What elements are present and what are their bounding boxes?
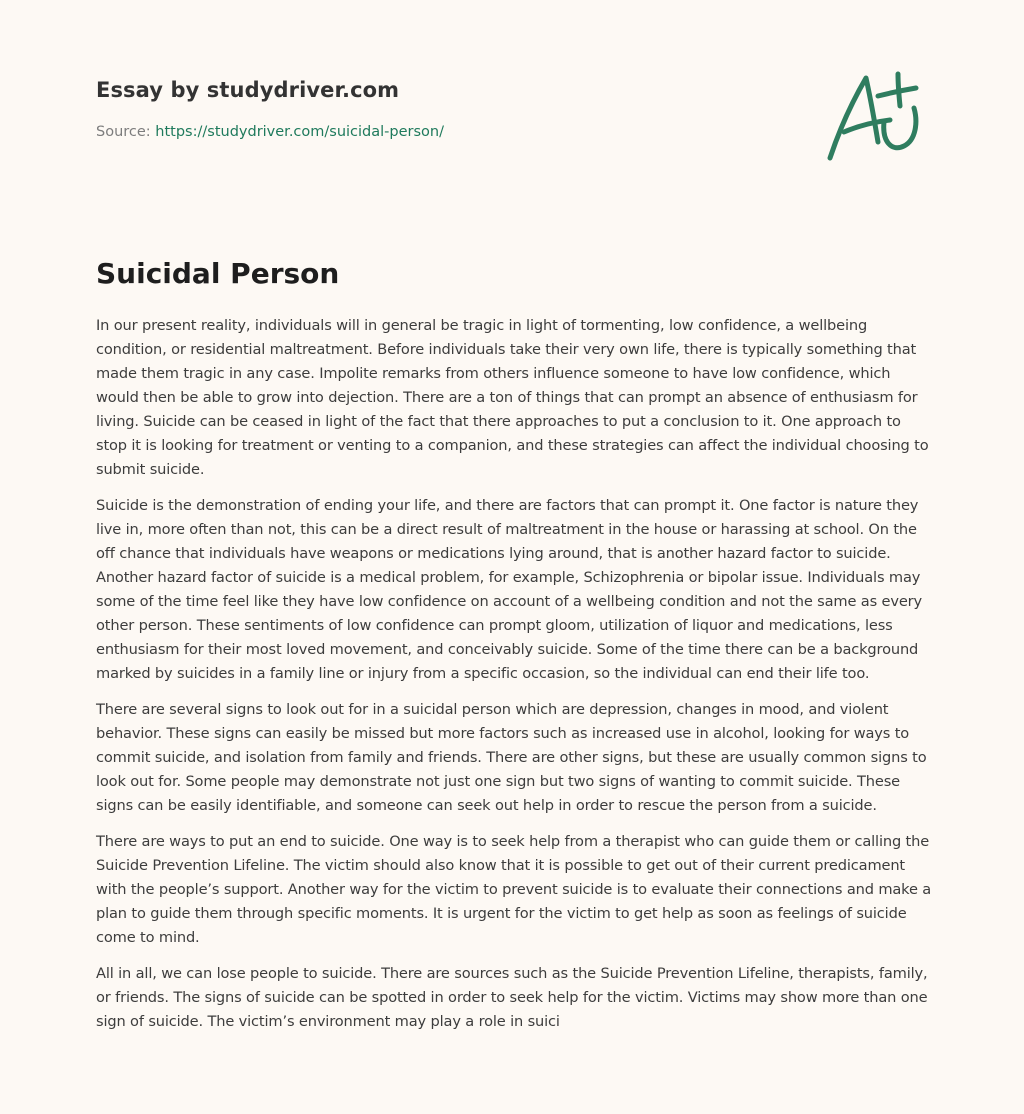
paragraph: Suicide is the demonstration of ending your life, and there are factors that can prompt it. One factor is nature they live in, more often than not, this can be a direct result of maltreatment in the house or harassing at school. On the off chance that individuals have weapons or medications lying around, that is another hazard factor to suicide. Another hazard factor of suicide is a medical problem, for example, Schizophrenia or bipolar issue. Individuals may some of the time feel like they have low confidence on account of a wellbeing condition and not the same as every other person. These sentiments of low confidence can prompt gloom, utilization of liquor and medications, less enthusiasm for their most loved movement, and conceivably suicide. Some of the time there can be a background marked by suicides in a family line or injury from a specific occasion, so the individual can end their life too. — [96, 497, 923, 682]
source-label: Source: — [96, 124, 151, 140]
essay-title: Suicidal Person — [96, 257, 340, 290]
paragraph: In our present reality, individuals will in general be tragic in light of tormenting, low confidence, a wellbeing condition, or residential maltreatment. Before individuals take their very own life, there is typically something that made them tragic in any case. Impolite remarks from others influence someone to have low confidence, which would then be able to grow into dejection. There are a ton of things that can prompt an absence of enthusiasm for living. Suicide can be ceased in light of the fact that there approaches to put a conclusion to it. One approach to stop it is looking for treatment or venting to a companion, and these strategies can affect the individual choosing to submit suicide. — [96, 317, 929, 478]
source-line — [96, 122, 928, 142]
site-title: Essay by studydriver.com — [96, 78, 400, 102]
a-plus-grade-icon — [818, 66, 928, 166]
paragraph: All in all, we can lose people to suicide. There are sources such as the Suicide Prevention Lifeline, therapists, family, or friends. The signs of suicide can be spotted in order to seek help for the victim. Victims may show more than one sign of suicide. The victim’s environment may play a role in suici — [96, 965, 928, 1030]
page-header — [96, 76, 928, 142]
source-link[interactable]: https://studydriver.com/suicidal-person/ — [155, 124, 444, 140]
paragraph: There are several signs to look out for in a suicidal person which are depression, changes in mood, and violent behavior. These signs can easily be missed but more factors such as increased use in alcohol, looking for ways to commit suicide, and isolation from family and friends. There are other signs, but these are usually common signs to look out for. Some people may demonstrate not just one sign but two signs of wanting to commit suicide. These signs can be easily identifiable, and someone can seek out help in order to rescue the person from a suicide. — [96, 701, 927, 814]
paragraph: There are ways to put an end to suicide. One way is to seek help from a therapist who can guide them or calling the Suicide Prevention Lifeline. The victim should also know that it is possible to get out of their current predicament with the people’s support. Another way for the victim to prevent suicide is to evaluate their connections and make a plan to guide them through specific moments. It is urgent for the victim to get help as soon as feelings of suicide come to mind. — [96, 833, 932, 946]
essay-body — [96, 314, 934, 1046]
